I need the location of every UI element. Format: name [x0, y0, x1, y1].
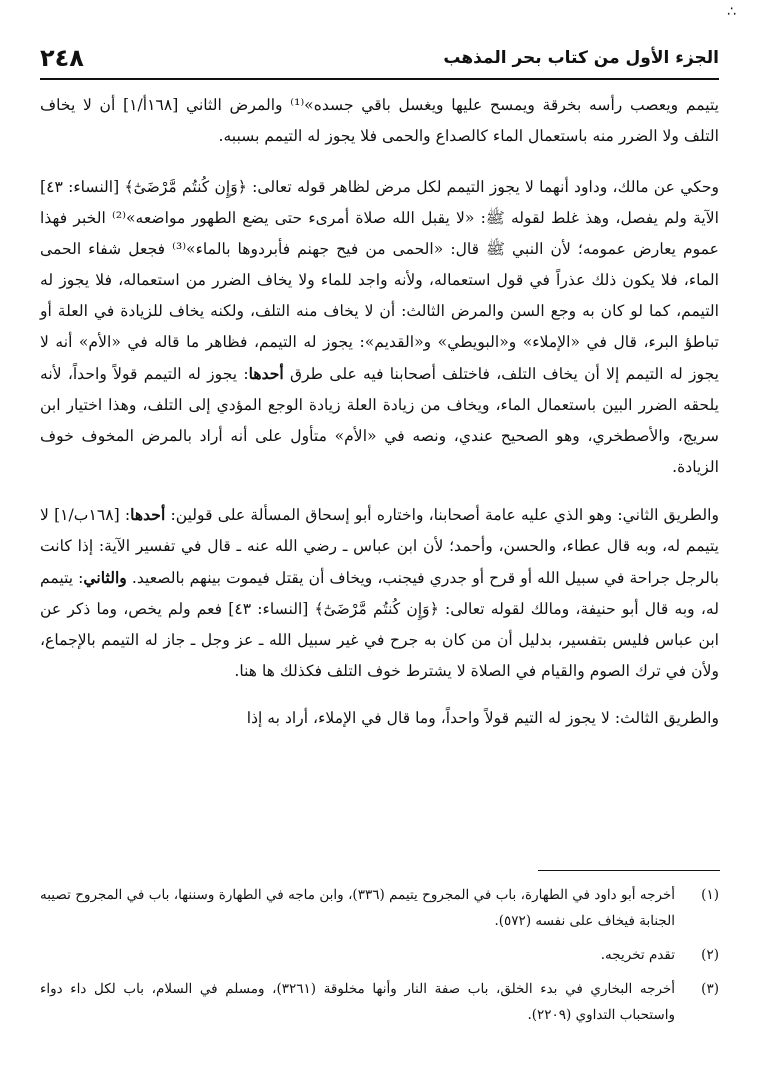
page-number: ٢٤٨ — [40, 44, 84, 72]
paragraph-2-text-after: : يجوز له التيمم قولاً واحداً، لأنه يلحقه الضرر البين باستعمال الماء، ويخاف من زيادة العلة زيادة الوجع المؤدي إلى التلف، وهذا اختيار ابن سريج، والأصطخري، وهو الصحيح عندي، ونصه في «الأم» متأول على أنه أراد بالمرض المخوف خوف الزيادة. — [40, 365, 719, 476]
page-header — [40, 44, 719, 80]
footnote — [40, 942, 719, 968]
paragraph-3-text-after-2: : يتيمم له، وبه قال أبو حنيفة، ومالك لقوله تعالى: ﴿وَإِن كُنتُم مَّرْضَىٰٓ﴾ [النساء: ٤٣] فعم ولم يخص، وما ذكر عن ابن عباس فليس بتفسير، بدليل أن من كان به جرح في غير سبيل الله ـ عز وجل ـ جاز له التيمم بالإجماع، ولأن في ترك الصوم والقيام في الصلاة لا يشترط خوف التلف فكذلك ها هنا. — [40, 569, 719, 680]
paragraph-3-text: والطريق الثاني: وهو الذي عليه عامة أصحابنا، واختاره أبو إسحاق المسألة على قولين: — [170, 506, 719, 524]
paragraph-2 — [40, 172, 719, 483]
footnote — [40, 882, 719, 934]
paragraph-4: والطريق الثالث: لا يجوز له التيم قولاً واحداً، وما قال في الإملاء، أراد به إذا — [246, 709, 719, 727]
paragraph-3-bold-lead-2: والثاني — [83, 568, 127, 587]
main-text — [40, 90, 719, 750]
paragraph-2-text: وحكي عن مالك، وداود أنهما لا يجوز التيمم لكل مرض لظاهر قوله تعالى: ﴿وَإِن كُنتُم مَّرْضَىٰٓ﴾ [النساء: ٤٣] الآية ولم يفصل، وهذ غلط لقوله ﷺ: «لا يقبل الله صلاة أمرىء حتى يضع الطهور مواضعه»⁽²⁾ الخبر فهذا عموم يعارض عمومه؛ لأن النبي ﷺ قال: «الحمى من فيح جهنم فأبردوها بالماء»⁽³⁾ فجعل شفاء الحمى الماء، فلا يكون ذلك عذراً في قول استعماله، ولأنه واجد للماء ولا يخاف الضرر من استعماله، فلا يجوز له التيمم، كما لو كان به وجع السن والمرض الثالث: أن لا يخاف منه التلف، ولكنه يخاف للزيادة في العلة أو تباطؤ البرء، قال في «الإملاء» و«البويطي» و«القديم»: يجوز له التيمم، فظاهر ما قاله في «الأم» أنه لا يجوز له التيمم إلا أن يخاف التلف، فاختلف أصحابنا فيه على طرق — [40, 178, 719, 383]
footnote-separator — [538, 870, 720, 871]
footnote-number: (٢) — [701, 947, 719, 963]
footnote-text: تقدم تخريجه. — [600, 947, 675, 963]
paragraph-3-bold-lead: أحدها — [130, 505, 166, 524]
paragraph-1: يتيمم ويعصب رأسه بخرقة ويمسح عليها ويغسل باقي جسده»⁽¹⁾ والمرض الثاني [١٦٨أ/١] أن لا يخاف التلف ولا الضرر منه باستعمال الماء كالصداع والحمى فلا يجوز له التيمم بسببه. — [40, 96, 719, 145]
paragraph-3 — [40, 499, 719, 687]
footnote-text: أخرجه أبو داود في الطهارة، باب في المجروح يتيمم (٣٣٦)، وابن ماجه في الطهارة وسننها، باب في المجروح تصيبه الجنابة فيخاف على نفسه (٥٧٢). — [40, 887, 676, 929]
paragraph-2-bold-lead: أحدها — [248, 364, 284, 383]
footnote-number: (١) — [701, 887, 719, 903]
running-title: الجزء الأول من كتاب بحر المذهب — [443, 48, 719, 68]
footnote-text: أخرجه البخاري في بدء الخلق، باب صفة النار وأنها مخلوقة (٣٢٦١)، ومسلم في السلام، باب لكل داء دواء واستحباب التداوي (٢٢٠٩). — [40, 981, 676, 1023]
corner-mark: ∴ — [727, 4, 738, 20]
footnotes — [40, 882, 719, 1036]
footnote-number: (٣) — [701, 981, 719, 997]
paragraph-3-text-after: : [١٦٨ب/١] لا يتيمم له، وبه قال عطاء، والحسن، وأحمد؛ لأن ابن عباس ـ رضي الله عنه ـ قال في تفسير الآية: إذا كانت بالرجل جراحة في سبيل الله أو قرح أو جدري فيجنب، ويخاف أن يقتل فيموت بينهم بالصعيد. — [40, 506, 719, 587]
footnote — [40, 976, 719, 1028]
